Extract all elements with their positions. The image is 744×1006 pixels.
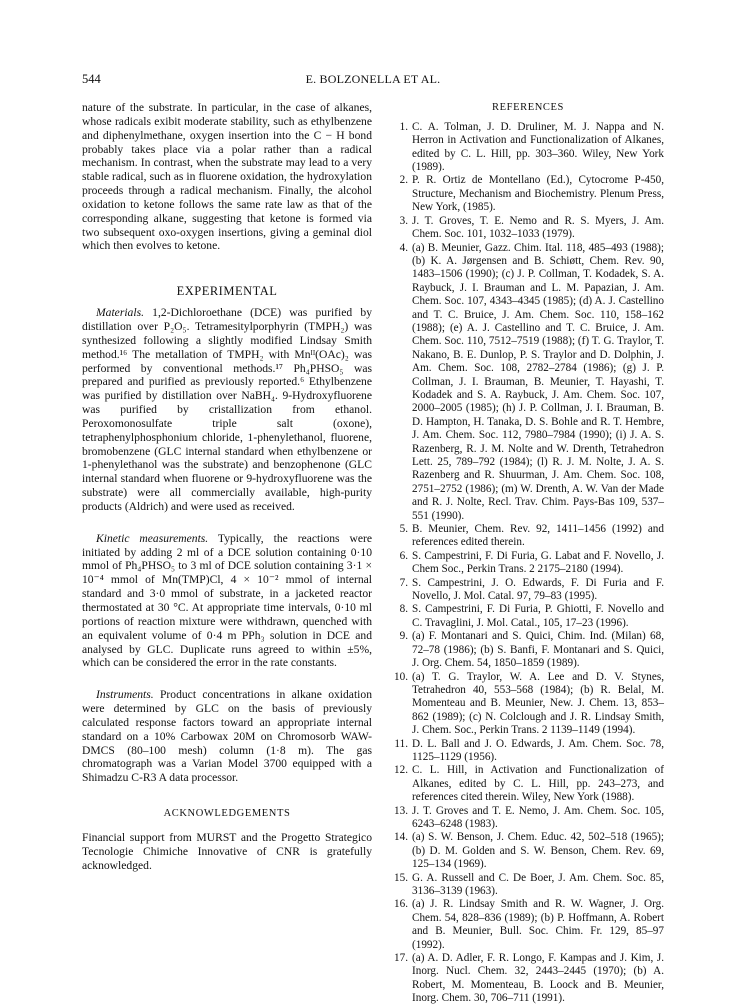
kinetic-label: Kinetic measurements.: [96, 531, 209, 545]
references-column: [392, 101, 664, 1006]
kinetic-text: Typically, the reactions were initiated by adding 2 ml of a DCE solution containing 0·10 mmol of Ph₄PHSO₅ to 3 ml of DCE solution containing 3·1 × 10⁻⁴ mmol of Mn(TMP)Cl, 4 × 10⁻² mmol of internal standard and 3·0 mmol of substrate, in a jacketed reactor thermostated at 30 °C. At appropriate time intervals, 0·10 ml portions of reaction mixture were withdrawn, quenched with an equivalent volume of 0·4 m PPh₃ solution in DCE and analysed by GLC. Duplicate runs agreed to within ±5%, which can be considered the error in the rate constants.: [82, 531, 373, 670]
reference-text: G. A. Russell and C. De Boer, J. Am. Chem. Soc. 85, 3136–3139 (1963).: [412, 871, 664, 897]
reference-text: (a) F. Montanari and S. Quici, Chim. Ind. (Milan) 68, 72–78 (1986); (b) S. Banfi, F. Montanari and S. Quici, J. Org. Chem. 54, 1850–1859 (1989).: [412, 630, 664, 670]
reference-item: [392, 630, 664, 670]
reference-text: (a) B. Meunier, Gazz. Chim. Ital. 118, 485–493 (1988); (b) K. A. Jørgensen and B. Schiøtt, Chem. Rev. 90, 1483–1506 (1990); (c) J. P. Collman, T. Kodadek, S. A. Raybuck, J. I. Brauman and L. M. Papazian, J. Am. Chem. Soc. 107, 4343–4345 (1985); (d) A. J. Castellino and T. C. Bruice, J. Am. Chem. Soc. 110, 158–162 (1988); (e) A. J. Castellino and T. C. Bruice, J. Am. Chem. Soc. 110, 7512–7519 (1988); (f) T. G. Traylor, T. Nakano, B. E. Dunlop, P. S. Traylor and D. Dolphin, J. Am. Chem. Soc. 108, 2782–2784 (1986); (g) J. P. Collman, J. I. Brauman, B. Meunier, T. Hayashi, T. Kodadek and S. A. Raybuck, J. Am. Chem. Soc. 107, 2000–2005 (1985); (h) J. P. Collman, J. I. Brauman, B. D. Hampton, H. Tanaka, D. S. Bohle and R. T. Hembre, J. Am. Chem. Soc. 112, 7980–7984 (1990); (i) J. A. S. Razenberg, R. J. M. Nolte and W. Drenth, Tetrahedron Lett. 25, 789–792 (1984); (l) R. J. M. Nolte, J. A. S. Razenberg and R. Shuurman, J. Am. Chem. Soc. 108, 2751–2752 (1986); (m) W. Drenth, A. W. Van der Made and R. J. Nolte, Recl. Trav. Chim. Pays-Bas 109, 537–551 (1990).: [412, 241, 664, 522]
references-heading: REFERENCES: [492, 102, 564, 113]
reference-text: S. Campestrini, J. O. Edwards, F. Di Furia and F. Novello, J. Mol. Catal. 97, 79–83 (1995).: [412, 576, 664, 603]
reference-item: [392, 764, 664, 804]
reference-item: [392, 898, 664, 952]
kinetic-paragraph: [82, 532, 372, 670]
materials-paragraph: [82, 306, 372, 514]
reference-text: D. L. Ball and J. O. Edwards, J. Am. Chem. Soc. 78, 1125–1129 (1956).: [412, 737, 664, 763]
reference-text: J. T. Groves and T. E. Nemo, J. Am. Chem. Soc. 105, 6243–6248 (1983).: [412, 804, 664, 830]
reference-item: [392, 738, 664, 765]
reference-number: 9.: [399, 630, 408, 643]
left-column: [82, 101, 372, 873]
reference-text: S. Campestrini, F. Di Furia, P. Ghiotti, F. Novello and C. Travaglini, J. Mol. Catal., 105, 17–23 (1996).: [412, 603, 664, 629]
reference-item: [392, 831, 664, 871]
reference-text: C. A. Tolman, J. D. Druliner, M. J. Nappa and N. Herron in Activation and Functionalization of Alkanes, edited by C. L. Hill, pp. 303–360. Wiley, New York (1989).: [412, 120, 664, 174]
reference-number: 17.: [394, 952, 408, 965]
reference-item: [392, 523, 664, 550]
reference-item: [392, 952, 664, 1006]
reference-item: [392, 805, 664, 832]
reference-number: 16.: [394, 898, 408, 911]
reference-item: [392, 174, 664, 214]
reference-number: 12.: [394, 764, 408, 777]
reference-number: 5.: [399, 523, 408, 536]
reference-number: 7.: [399, 576, 408, 589]
reference-item: [392, 603, 664, 630]
reference-number: 11.: [394, 737, 408, 750]
experimental-heading: EXPERIMENTAL: [176, 284, 278, 299]
instruments-text: Product concentrations in alkane oxidation were determined by GLC on the basis of previously calculated response factors toward an appropriate internal standard on a 10% Carbowax 20M on Chromosorb WAW-DMCS (80–100 mesh) column (1·8 m). The gas chromatograph was a Varian Model 3700 equipped with a Shimadzu C-R3 A data processor.: [82, 688, 372, 785]
reference-item: [392, 242, 664, 524]
materials-text: 1,2-Dichloroethane (DCE) was purified by distillation over P₂O₅. Tetramesitylporphyrin (TMPH₂) was synthesized following a slightly modified Lindsay Smith method.¹⁶ The metallation of TMPH₂ with Mnᴵᴵ(OAc)₂ was performed by conventional methods.¹⁷ Ph₄PHSO₅ was prepared and purified as previously reported.⁶ Ethylbenzene was purified by distillation over NaBH₄. 9-Hydroxyfluorene was purified by cristallization from ethanol. Peroxomonosulfate triple salt (oxone), tetraphenylphosphonium chloride, 1-phenylethanol, fluorene, bromobenzene (GLC internal standard when ethylbenzene or 1-phenylethanol was the substrate) and benzophenone (GLC internal standard when fluorene or 9-hydroxyfluorene was the substrate) were all commercially available, high-purity products (Aldrich) and were used as received.: [82, 306, 372, 513]
reference-number: 10.: [394, 670, 408, 683]
reference-item: [392, 577, 664, 604]
reference-item: [392, 872, 664, 899]
reference-item: [392, 215, 664, 242]
acknowledgements-text: Financial support from MURST and the Progetto Strategico Tecnologie Chimiche Innovative of CNR is gratefully acknowledged.: [82, 830, 372, 872]
reference-number: 3.: [399, 214, 408, 227]
intro-paragraph: nature of the substrate. In particular, in the case of alkanes, whose radicals exibit moderate stability, such as ethylbenzene and diphenylmethane, oxygen insertion into the C − H bond probably takes place via a polar rather than a radical mechanism. In contrast, when the substrate may lead to a very stable radical, such as in fluorene oxidation, the hydroxylation proceeds through a radical mechanism. Finally, the alcohol oxidation to ketone follows the same rate law as that of the corresponding alkane, suggesting that ketone is formed via two subsequent oxo-oxygen insertions, giving a geminal diol which then evolves to ketone.: [82, 101, 372, 253]
reference-item: [392, 671, 664, 738]
reference-text: S. Campestrini, F. Di Furia, G. Labat and F. Novello, J. Chem Soc., Perkin Trans. 2 2175–2180 (1994).: [412, 549, 664, 576]
reference-text: J. T. Groves, T. E. Nemo and R. S. Myers, J. Am. Chem. Soc. 101, 1032–1033 (1979).: [412, 214, 664, 241]
reference-number: 6.: [399, 549, 408, 562]
references-list: [392, 121, 664, 1006]
reference-item: [392, 550, 664, 577]
reference-number: 14.: [394, 831, 408, 844]
reference-text: (a) J. R. Lindsay Smith and R. W. Wagner, J. Org. Chem. 54, 828–836 (1989); (b) P. Hoffmann, A. Robert and B. Meunier, Bull. Soc. Chim. Fr. 129, 85–97 (1992).: [412, 898, 664, 951]
running-head: E. BOLZONELLA ET AL.: [305, 72, 441, 86]
reference-text: (a) T. G. Traylor, W. A. Lee and D. V. Stynes, Tetrahedron 40, 553–568 (1984); (b) R. Belal, M. Momenteau and B. Meunier, New. J. Chem. 13, 853–862 (1989); (c) N. Colclough and J. R. Lindsay Smith, J. Chem. Soc., Perkin Trans. 2 1139–1149 (1994).: [412, 670, 664, 737]
page-number: 544: [82, 72, 101, 86]
reference-number: 2.: [399, 174, 408, 187]
reference-number: 15.: [394, 871, 408, 884]
reference-number: 1.: [399, 120, 408, 133]
reference-number: 8.: [399, 603, 408, 616]
page-header: [82, 72, 664, 88]
reference-text: (a) S. W. Benson, J. Chem. Educ. 42, 502–518 (1965); (b) D. M. Golden and S. W. Benson, Chem. Rev. 69, 125–134 (1969).: [412, 831, 664, 871]
reference-text: (a) A. D. Adler, F. R. Longo, F. Kampas and J. Kim, J. Inorg. Nucl. Chem. 32, 2443–2445 (1970); (b) A. Robert, M. Momenteau, B. Loock and B. Meunier, Inorg. Chem. 30, 706–711 (1991).: [412, 952, 664, 1005]
reference-text: B. Meunier, Chem. Rev. 92, 1411–1456 (1992) and references edited therein.: [412, 523, 664, 549]
reference-number: 13.: [394, 804, 408, 817]
materials-label: Materials.: [96, 306, 144, 320]
instruments-label: Instruments.: [96, 688, 154, 702]
instruments-paragraph: [82, 688, 372, 785]
reference-text: C. L. Hill, in Activation and Functionalization of Alkanes, edited by C. L. Hill, pp. 243–273, and references cited therein. Wiley, New York (1988).: [412, 764, 664, 804]
reference-item: [392, 121, 664, 175]
acknowledgements-heading: ACKNOWLEDGEMENTS: [163, 808, 291, 820]
reference-number: 4.: [399, 241, 408, 254]
reference-text: P. R. Ortiz de Montellano (Ed.), Cytocrome P-450, Structure, Mechanism and Biochemistry. Plenum Press, New York, (1985).: [412, 174, 664, 214]
